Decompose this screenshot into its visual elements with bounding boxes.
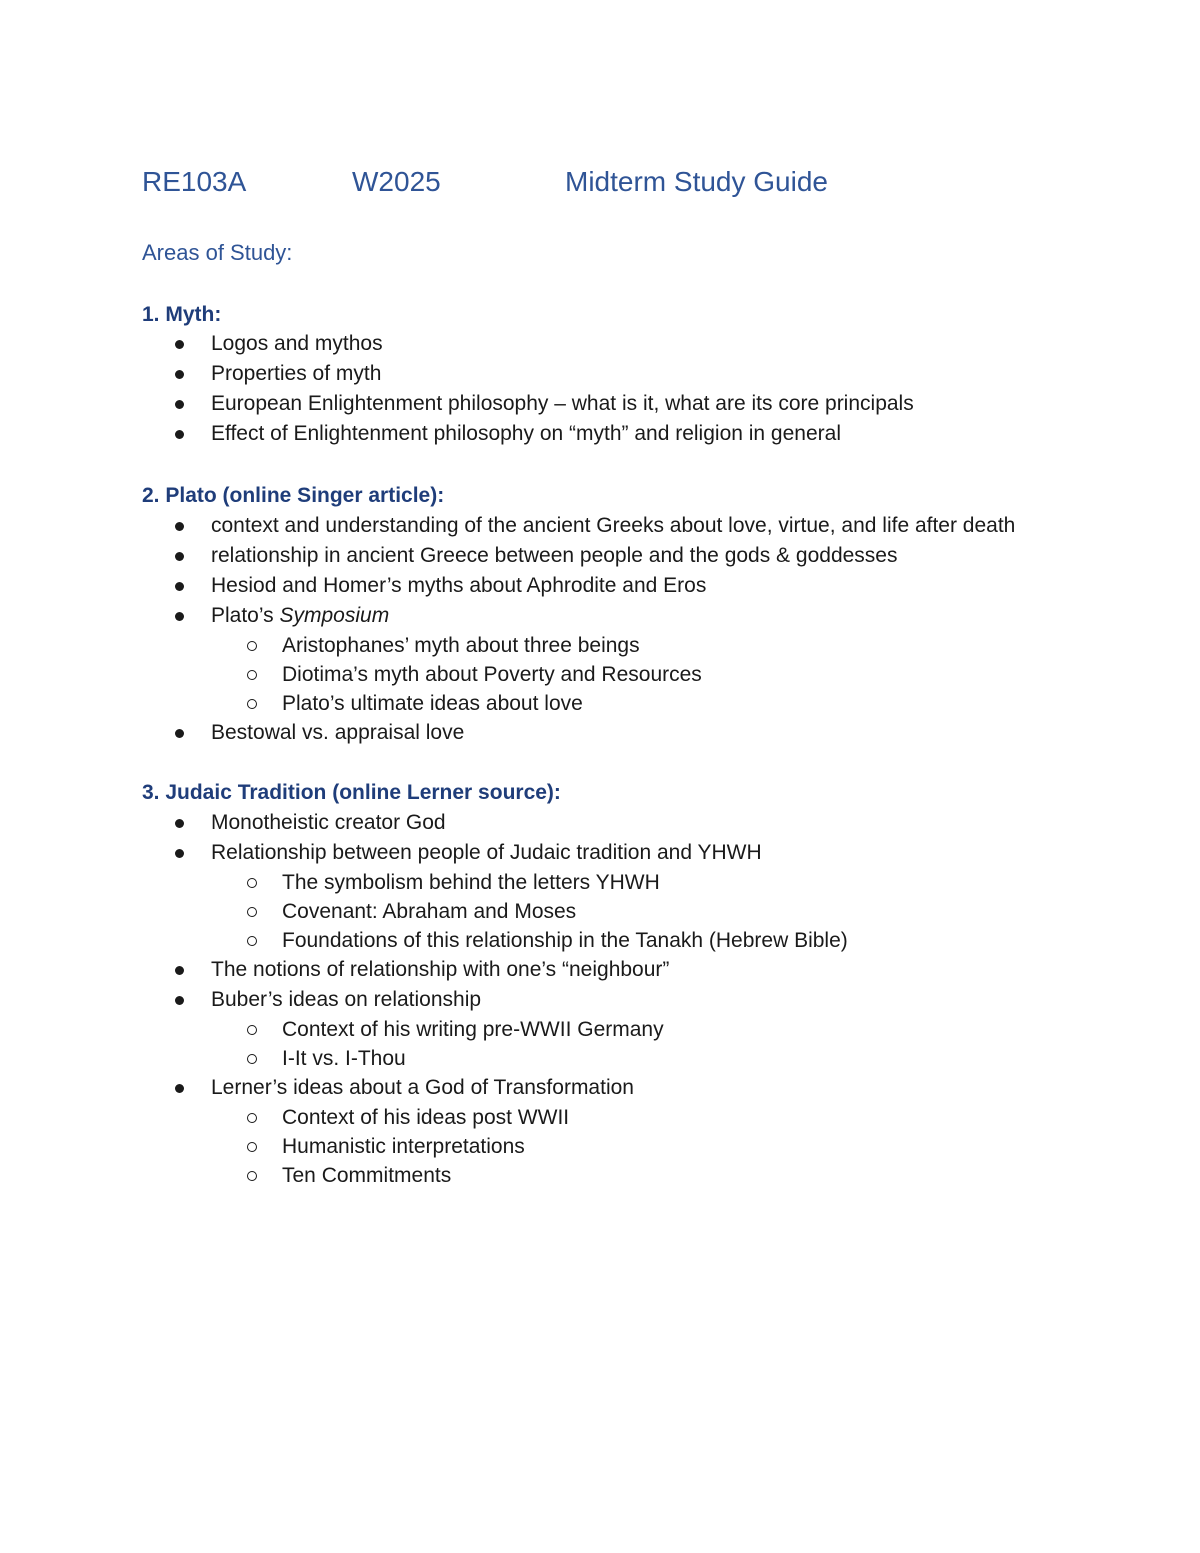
bullet-icon	[175, 400, 184, 409]
list-item: Bestowal vs. appraisal love	[0, 718, 1200, 748]
list-item: context and understanding of the ancient Greeks about love, virtue, and life after death	[0, 511, 1200, 541]
areas-of-study-heading: Areas of Study:	[142, 240, 293, 265]
circle-bullet-icon	[247, 1171, 257, 1181]
bullet-icon	[175, 340, 184, 349]
list-item: European Enlightenment philosophy – what is it, what are its core principals	[0, 389, 1200, 419]
circle-bullet-icon	[247, 699, 257, 709]
section-heading-myth: 1. Myth:	[142, 303, 222, 326]
circle-bullet-icon	[247, 1025, 257, 1035]
list-item: Relationship between people of Judaic tradition and YHWH	[0, 838, 1200, 868]
section-heading-plato: 2. Plato (online Singer article):	[142, 484, 445, 507]
term-label: W2025	[352, 166, 441, 197]
document-title-row	[142, 166, 1042, 206]
list-item: Logos and mythos	[0, 329, 1200, 359]
circle-bullet-icon	[247, 670, 257, 680]
sub-list-item: Foundations of this relationship in the Tanakh (Hebrew Bible)	[0, 926, 1200, 955]
sub-list-item: Diotima’s myth about Poverty and Resources	[0, 660, 1200, 689]
list-item	[0, 601, 1200, 631]
section-heading-judaic: 3. Judaic Tradition (online Lerner source):	[142, 781, 561, 804]
sub-list-item: Humanistic interpretations	[0, 1132, 1200, 1161]
list-item: Effect of Enlightenment philosophy on “myth” and religion in general	[0, 419, 1200, 449]
section-list-plato	[0, 511, 1200, 748]
circle-bullet-icon	[247, 641, 257, 651]
bullet-icon	[175, 522, 184, 531]
bullet-icon	[175, 849, 184, 858]
circle-bullet-icon	[247, 1113, 257, 1123]
bullet-icon	[175, 996, 184, 1005]
item-italic-title: Symposium	[279, 604, 390, 627]
section-list-myth	[0, 329, 1200, 449]
bullet-icon	[175, 370, 184, 379]
list-item: Hesiod and Homer’s myths about Aphrodite and Eros	[0, 571, 1200, 601]
sub-list-item: Covenant: Abraham and Moses	[0, 897, 1200, 926]
bullet-icon	[175, 612, 184, 621]
bullet-icon	[175, 819, 184, 828]
sub-list-item: Context of his ideas post WWII	[0, 1103, 1200, 1132]
bullet-icon	[175, 966, 184, 975]
section-list-judaic	[0, 808, 1200, 1190]
circle-bullet-icon	[247, 1054, 257, 1064]
course-code: RE103A	[142, 166, 247, 197]
list-item: Lerner’s ideas about a God of Transformation	[0, 1073, 1200, 1103]
bullet-icon	[175, 430, 184, 439]
circle-bullet-icon	[247, 878, 257, 888]
sub-list-item: I-It vs. I-Thou	[0, 1044, 1200, 1073]
bullet-icon	[175, 552, 184, 561]
list-item: Buber’s ideas on relationship	[0, 985, 1200, 1015]
sub-list-item: Ten Commitments	[0, 1161, 1200, 1190]
circle-bullet-icon	[247, 907, 257, 917]
circle-bullet-icon	[247, 1142, 257, 1152]
list-item: Properties of myth	[0, 359, 1200, 389]
bullet-icon	[175, 582, 184, 591]
document-title: Midterm Study Guide	[565, 166, 828, 197]
sub-list-item: Context of his writing pre-WWII Germany	[0, 1015, 1200, 1044]
item-prefix: Plato’s	[211, 604, 280, 627]
list-item: Monotheistic creator God	[0, 808, 1200, 838]
sub-list-item: Plato’s ultimate ideas about love	[0, 689, 1200, 718]
bullet-icon	[175, 729, 184, 738]
list-item: The notions of relationship with one’s “neighbour”	[0, 955, 1200, 985]
bullet-icon	[175, 1084, 184, 1093]
sub-list-item: The symbolism behind the letters YHWH	[0, 868, 1200, 897]
sub-list-item: Aristophanes’ myth about three beings	[0, 631, 1200, 660]
circle-bullet-icon	[247, 936, 257, 946]
list-item: relationship in ancient Greece between people and the gods & goddesses	[0, 541, 1200, 571]
